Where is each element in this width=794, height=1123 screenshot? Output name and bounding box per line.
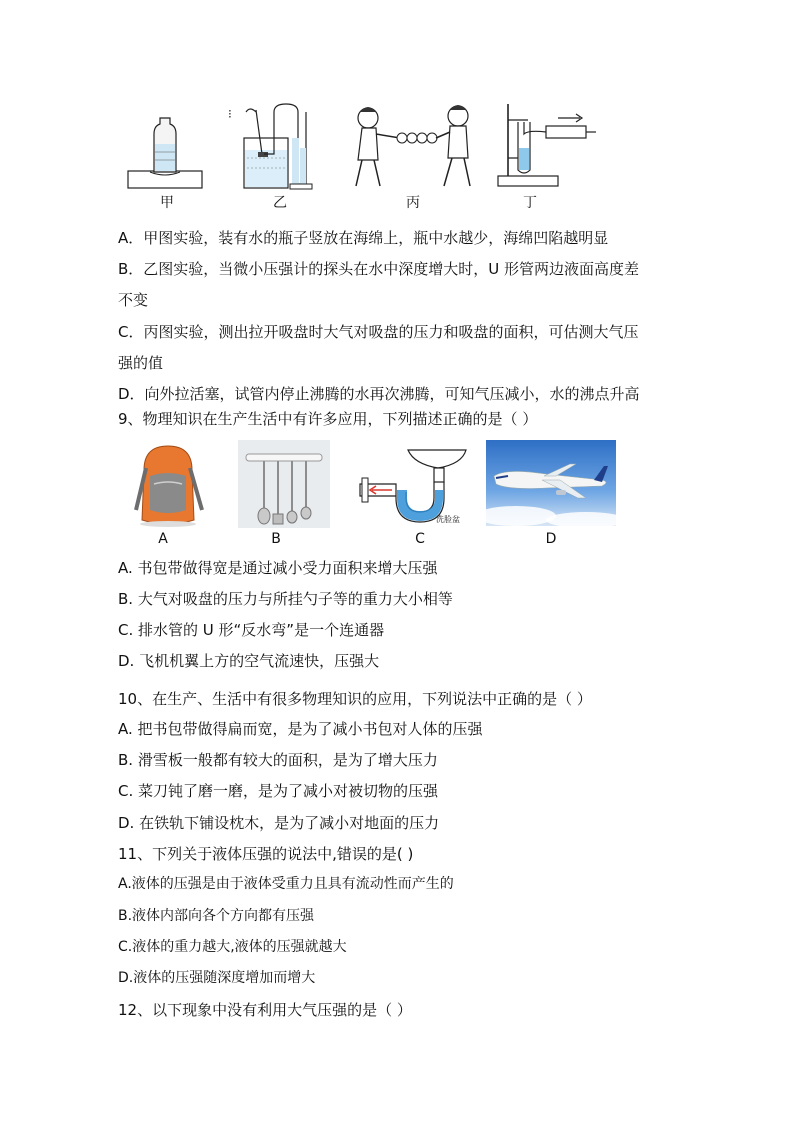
- q9-option-b: B. 大气对吸盘的压力与所挂勺子等的重力大小相等: [118, 590, 453, 608]
- q12-stem: 12、以下现象中没有利用大气压强的是（ ）: [118, 1001, 412, 1019]
- q11-option-a: A.液体的压强是由于液体受重力且具有流动性而产生的: [118, 876, 454, 892]
- sink-label: 洗脸盆: [436, 515, 460, 524]
- q9-option-c: C. 排水管的 U 形“反水弯”是一个连通器: [118, 621, 385, 639]
- caption-yi: 乙: [273, 195, 287, 211]
- q8-option-b-cont: 不变: [118, 291, 149, 309]
- q8-option-c-cont: 强的值: [118, 354, 164, 372]
- caption-bing: 丙: [406, 195, 420, 211]
- figure-d-airplane: [486, 440, 616, 526]
- q11-stem: 11、下列关于液体压强的说法中,错误的是( ): [118, 845, 414, 863]
- figure-yi-pressure-gauge: [228, 98, 318, 192]
- caption-ding: 丁: [523, 195, 537, 211]
- figure-a-backpack: [126, 440, 210, 530]
- q10-option-a: A. 把书包带做得扁而宽，是为了减小书包对人体的压强: [118, 720, 483, 738]
- q9-option-a: A. 书包带做得宽是通过减小受力面积来增大压强: [118, 559, 438, 577]
- q8-option-c: C．丙图实验，测出拉开吸盘时大气对吸盘的压力和吸盘的面积，可估测大气压: [118, 323, 639, 341]
- q8-option-b: B．乙图实验，当微小压强计的探头在水中深度增大时，U 形管两边液面高度差: [118, 260, 640, 278]
- caption-c: C: [415, 531, 425, 547]
- q11-option-b: B.液体内部向各个方向都有压强: [118, 908, 315, 924]
- q8-option-d: D．向外拉活塞，试管内停止沸腾的水再次沸腾，可知气压减小，水的沸点升高: [118, 385, 640, 403]
- q10-option-b: B. 滑雪板一般都有较大的面积，是为了增大压力: [118, 751, 438, 769]
- q8-option-a: A．甲图实验，装有水的瓶子竖放在海绵上，瓶中水越少，海绵凹陷越明显: [118, 229, 609, 247]
- caption-d: D: [545, 531, 557, 547]
- figure-c-drain-trap: [354, 440, 474, 528]
- svg-text:⁝: ⁝: [228, 107, 232, 121]
- caption-a: A: [158, 531, 168, 547]
- caption-b: B: [271, 531, 281, 547]
- q11-option-d: D.液体的压强随深度增加而增大: [118, 970, 316, 986]
- q10-stem: 10、在生产、生活中有很多物理知识的应用，下列说法中正确的是（ ）: [118, 690, 592, 708]
- q11-option-c: C.液体的重力越大,液体的压强就越大: [118, 939, 347, 955]
- figure-bing-suction-cups-pull: [350, 100, 480, 192]
- figure-b-suction-hook-spoons: [238, 440, 330, 528]
- figure-jia-bottle-on-sponge: [126, 114, 206, 190]
- figure-ding-syringe-boiling: [494, 100, 604, 190]
- q10-option-c: C. 菜刀钝了磨一磨，是为了减小对被切物的压强: [118, 782, 439, 800]
- q9-stem: 9、物理知识在生产生活中有许多应用，下列描述正确的是（ ）: [118, 410, 538, 428]
- q10-option-d: D. 在铁轨下铺设枕木，是为了减小对地面的压力: [118, 814, 440, 832]
- q9-option-d: D. 飞机机翼上方的空气流速快，压强大: [118, 652, 380, 670]
- caption-jia: 甲: [160, 195, 174, 211]
